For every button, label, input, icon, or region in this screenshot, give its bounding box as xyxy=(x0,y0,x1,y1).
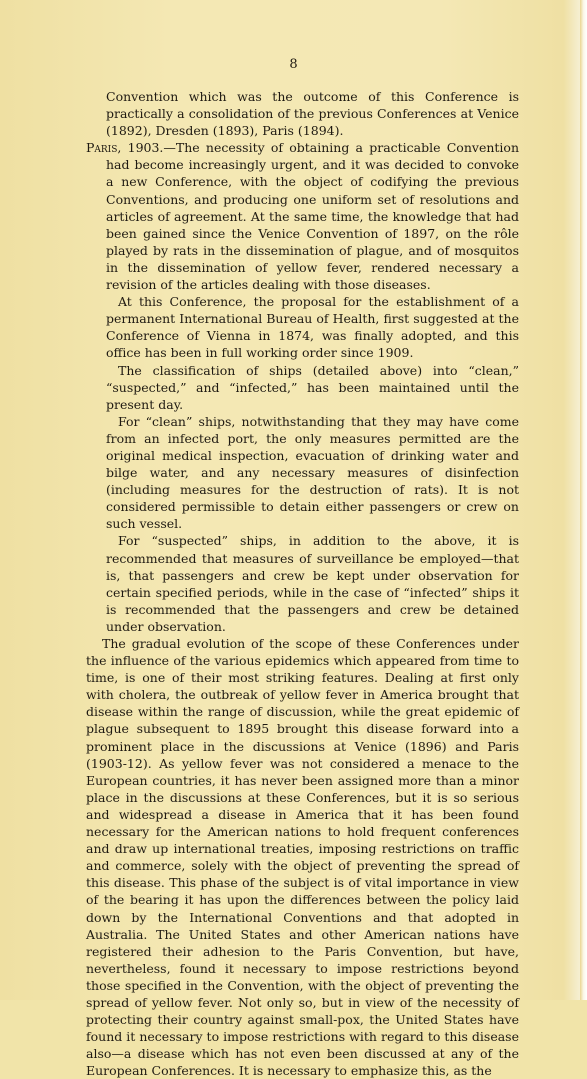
paragraph-7: The gradual evolution of the scope of these Conferences under the influence of the various epidemics which appeared from time to time, is one of their most striking features. Dealing at first only with cholera, the outbreak of yellow fever in America brought that disease within the range of discussion, while the great epidemic of plague subsequent to 1895 brought this disease forward into a prominent place in the discussions at Venice (1896) and Paris (1903-12). As yellow fever was not considered a menace to the European countries, it has never been assigned more than a minor place in the discussions at these Conferences, but it is so serious and widespread a disease in America that it has been found necessary for the American nations to hold frequent conferences and draw up international treaties, imposing restrictions on traffic and commerce, solely with the object of preventing the spread of this disease. This phase of the subject is of vital importance in view of the bearing it has upon the differences between the policy laid down by the International Conventions and that adopted in Australia. The United States and other American nations have registered their adhesion to the Paris Convention, but have, nevertheless, found it necessary to impose restrictions beyond those specified in the Convention, with the object of preventing the spread of yellow fever. Not only so, but in view of the necessity of protecting their country against small-pox, the United States have found it necessary to impose restrictions with regard to this disease also—a disease which has not even been discussed at any of the European Conferences. It is necessary to emphasize this, as the xyxy=(86,636,519,1079)
paragraph-1: Convention which was the outcome of this Conference is practically a consolidation of the previous Conferences at Venice (1892), Dresden (1893), Paris (1894). xyxy=(106,89,519,139)
paragraph-3: At this Conference, the proposal for the establishment of a permanent International Bureau of Health, first suggested at the Conference of Vienna in 1874, was finally adopted, and this office has been in full working order since 1909. xyxy=(106,294,519,361)
paragraph-2-text: , 1903.—The necessity of obtaining a practicable Convention had become increasingly urgent, and it was decided to convoke a new Conference, with the object of codifying the previous Conventions, and producing one uniform set of resolutions and articles of agreement. At the same time, the knowledge that had been gained since the Venice Convention of 1897, on the rôle played by rats in the dissemination of plague, and of mosquitos in the dissemination of yellow fever, rendered necessary a revision of the articles dealing with those diseases. xyxy=(106,140,519,293)
paragraph-5: For “clean” ships, notwithstanding that they may have come from an infected port, the only measures permitted are the original medical inspection, evacuation of drinking water and bilge water, and any necessary measures of disinfection (including measures for the destruction of rats). It is not considered permissible to detain either passengers or crew on such vessel. xyxy=(106,413,519,532)
paragraph-paris-1903 xyxy=(86,139,519,293)
paragraph-6: For “suspected” ships, in addition to the above, it is recommended that measures of surveillance be employed—that is, that passengers and crew be kept under observation for certain specified periods, while in the case of “infected” ships it is recommended that the passengers and crew be detained under observation. xyxy=(106,533,519,634)
body-text xyxy=(86,88,519,1079)
page-edge xyxy=(580,0,587,1000)
section-heading-paris: Paris xyxy=(86,140,118,156)
paragraph-4: The classification of ships (detailed above) into “clean,” “suspected,” and “infected,” has been maintained until the present day. xyxy=(106,362,519,412)
page-number: 8 xyxy=(289,57,298,72)
